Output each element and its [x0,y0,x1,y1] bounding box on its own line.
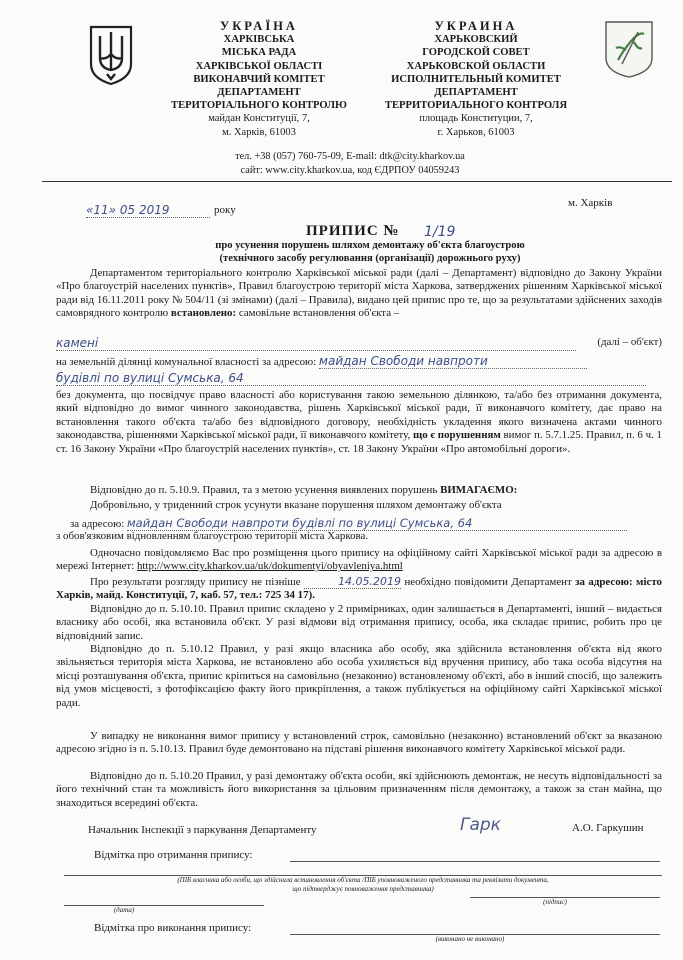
date-year-word: року [214,204,236,216]
header-ua-postcode: м. Харків, 61003 [222,126,296,138]
publication-text: Одночасно повідомляємо Вас про розміщення цього припису на офіційному сайті Харківської міської ради за адресою в мережі Інтернет: [56,547,662,573]
copies-text: Відповідно до п. 5.10.10. Правил припис складено у 2 примірниках, один залишається в Департаменті, інший – видається власнику або особі, яка встановила об'єкт. У разі відмови від отримання припису, особа, яка складає припис, робить про це відповідний запис. [56,603,662,642]
trident-emblem-icon [88,24,134,86]
receipt-hint-2: що підтверджує повноваження представника) [292,885,434,893]
date-hint: (дата) [113,906,135,914]
violation-legal-refs: вимог п. 5.7.1.25. Правил, п. 6 ч. 1 ст. 16 Закону України «Про благоустрій населених пунктів», ст. 18 Закону України «Про автомобільні дороги». [56,429,662,455]
report-deadline: 14.05.2019 [304,575,401,589]
header-ru-line: ХАРЬКОВСКОЙ ОБЛАСТИ [406,60,546,72]
signatory-name: А.О. Гаркушин [572,822,644,834]
report-text-2: необхідно повідомити Департамент [404,576,572,588]
title-subject-note: (технічного засобу регулювання (організації) дорожнього руху) [219,253,521,264]
contact-website: сайт: www.city.kharkov.ua, код ЄДРПОУ 04059243 [240,165,460,176]
document-city: м. Харків [568,197,613,209]
header-ru [366,20,586,139]
paragraph-liability [56,770,662,810]
header-ru-postcode: г. Харьков, 61003 [437,126,515,138]
removal-address: майдан Свободи навпроти будівлі по вулиці Сумська, 64 [127,516,627,531]
paragraph-intro [56,267,662,321]
receipt-hint-1: (ПІБ власника або особи, що здійснила встановлення об'єкта /ПІБ уповноваженого представника та реквізити документа, [177,876,549,884]
object-line [56,336,662,351]
intro-text: Департаментом територіального контролю Харківської міської ради (далі – Департамент) відповідно до Закону України «Про благоустрій населених пунктів», Правил благоустрою території міста Харкова, затверджених рішенням Харківської міської ради від 16.11.2011 року № 504/11 (зі змінами) (далі – Правила), видано цей припис про те, що за результатами здійснених заходів самоврядного контролю [56,267,662,320]
intro-established: встановлено: [170,307,237,320]
sign-hint: (підпис) [543,898,567,906]
demand-bold: ВИМАГАЄМО: [440,484,518,496]
liability-text: Відповідно до п. 5.10.20 Правил, у разі демонтажу об'єкта особи, які здійснюють демонтаж, не несуть відповідальності за його технічний стан та можливість його використання за цільовим призначенням після демонтажу, а також за стан майна, що знаходиться всередині об'єкта. [56,770,662,809]
header-ua [154,20,364,139]
paragraph-posting [56,643,662,710]
paragraph-report [56,575,662,603]
document-date: «11» 05 2019 [86,203,210,218]
restore-text: з обов'язковим відновленням благоустрою території міста Харкова. [56,530,369,542]
violation-bold: що є порушенням [413,429,501,442]
header-ua-line: ХАРКІВСЬКОЇ ОБЛАСТІ [195,60,323,72]
dismantling-text: У випадку не виконання вимог припису у встановлений строк, самовільно (незаконно) встановлений об'єкт за вказаною адресою згідно із п. 5.10.13. Правил буде демонтовано на підставі рішення виконавчого комітету Харківської міської ради. [56,730,662,756]
removal-text: Добровільно, у триденний строк усунути вказане порушення шляхом демонтажу об'єкта [90,499,502,511]
receipt-line[interactable] [290,861,660,862]
address-line [56,354,662,369]
publication-link[interactable]: http://www.city.kharkov.ua/uk/dokumentyi/obyavleniya.html [136,560,403,573]
paragraph-dismantling [56,730,662,757]
paragraph-demand [56,484,662,497]
receipt-label: Відмітка про отримання припису: [94,849,253,861]
object-address-1: майдан Свободи навпроти [319,354,587,369]
header-ru-line: ХАРЬКОВСКИЙ [434,34,518,46]
paragraph-restore [56,530,662,543]
posting-text: Відповідно до п. 5.10.12 Правил, у разі якщо власника або особу, яка здійснила встановлення об'єкта від якого звільняється територія міста Харкова, не встановлено або особа ухиляється від вручення припису, або така особа відсутня на місці розташування об'єкта, припис кріпиться на самовільно (незаконно) встановленому об'єкті, або в інший спосіб, що залежить від умов місцевості, з фотофіксацією факту його прикріплення, а також публікується на офіційному сайті Харківської міської ради. [56,643,662,709]
removal-address-label: за адресою: [70,518,125,530]
document-title: ПРИПИС № [306,223,400,239]
header-ru-line: ИСПОЛНИТЕЛЬНЫЙ КОМИТЕТ [391,73,561,85]
header-ru-line: ГОРОДСКОЙ СОВЕТ [422,47,530,59]
execution-label: Відмітка про виконання припису: [94,922,252,934]
paragraph-violation [56,389,662,456]
object-name: камені [56,336,576,351]
intro-object-label: самовільне встановлення об'єкта – [238,307,400,320]
signatory-position: Начальник Інспекції з паркування Департаменту [88,824,317,836]
contact-phone-email: тел. +38 (057) 760-75-09, E-mail: dtk@city.kharkov.ua [235,151,465,162]
removal-address-line [70,516,660,531]
header-ua-line: МІСЬКА РАДА [221,47,297,59]
header-ua-line: ВИКОНАВЧИЙ КОМІТЕТ [193,73,325,85]
header-ua-line: ХАРКІВСЬКА [223,34,295,46]
signature-handwriting: Гарк [460,815,501,835]
header-ru-line: ТЕРРИТОРИАЛЬНОГО КОНТРОЛЯ [384,100,568,112]
header-ru-address: площадь Конституции, 7, [419,113,533,125]
paragraph-removal [56,499,662,512]
report-text: Про результати розгляду припису не пізніше [90,576,301,588]
object-suffix: (далі – об'єкт) [597,336,662,348]
header-ua-line: ТЕРИТОРІАЛЬНОГО КОНТРОЛЮ [171,100,347,112]
title-subject: про усунення порушень шляхом демонтажу об'єкта благоустрою [215,240,525,251]
violation-text: без документа, що посвідчує право власності або користування такою земельною ділянкою, та/або без отримання документа, який відповідно до вимог чинного законодавства, рішень Харківської міської ради, її виконавчого комітету, дає право на встановлення такого об'єкта та/або без відповідного договору, необхідність укладення якого визначена актами чинного законодавства, рішеннями Харківської міської ради, її виконавчого комітету, [56,389,662,442]
header-ua-country: УКРАЇНА [220,19,298,33]
header-ua-address: майдан Конституції, 7, [208,113,310,125]
header-divider [42,181,672,182]
address-label: на земельній ділянці комунальної власності за адресою: [56,356,317,368]
paragraph-copies [56,603,662,643]
paragraph-publication [56,547,662,574]
object-address-2: будівлі по вулиці Сумська, 64 [56,371,646,386]
kharkiv-emblem-icon [604,20,654,78]
document-number: 1/19 [424,224,456,240]
header-ru-line: ДЕПАРТАМЕНТ [434,87,518,99]
execution-hint: (виконано не виконано) [435,935,505,943]
header-ru-country: УКРАИНА [434,19,518,33]
demand-text: Відповідно до п. 5.10.9. Правил, та з метою усунення виявлених порушень [90,484,438,496]
header-ua-line: ДЕПАРТАМЕНТ [217,87,301,99]
report-contact: за адресою: місто Харків, майд. Конституції, 7, каб. 57, тел.: 725 34 17). [56,576,662,602]
